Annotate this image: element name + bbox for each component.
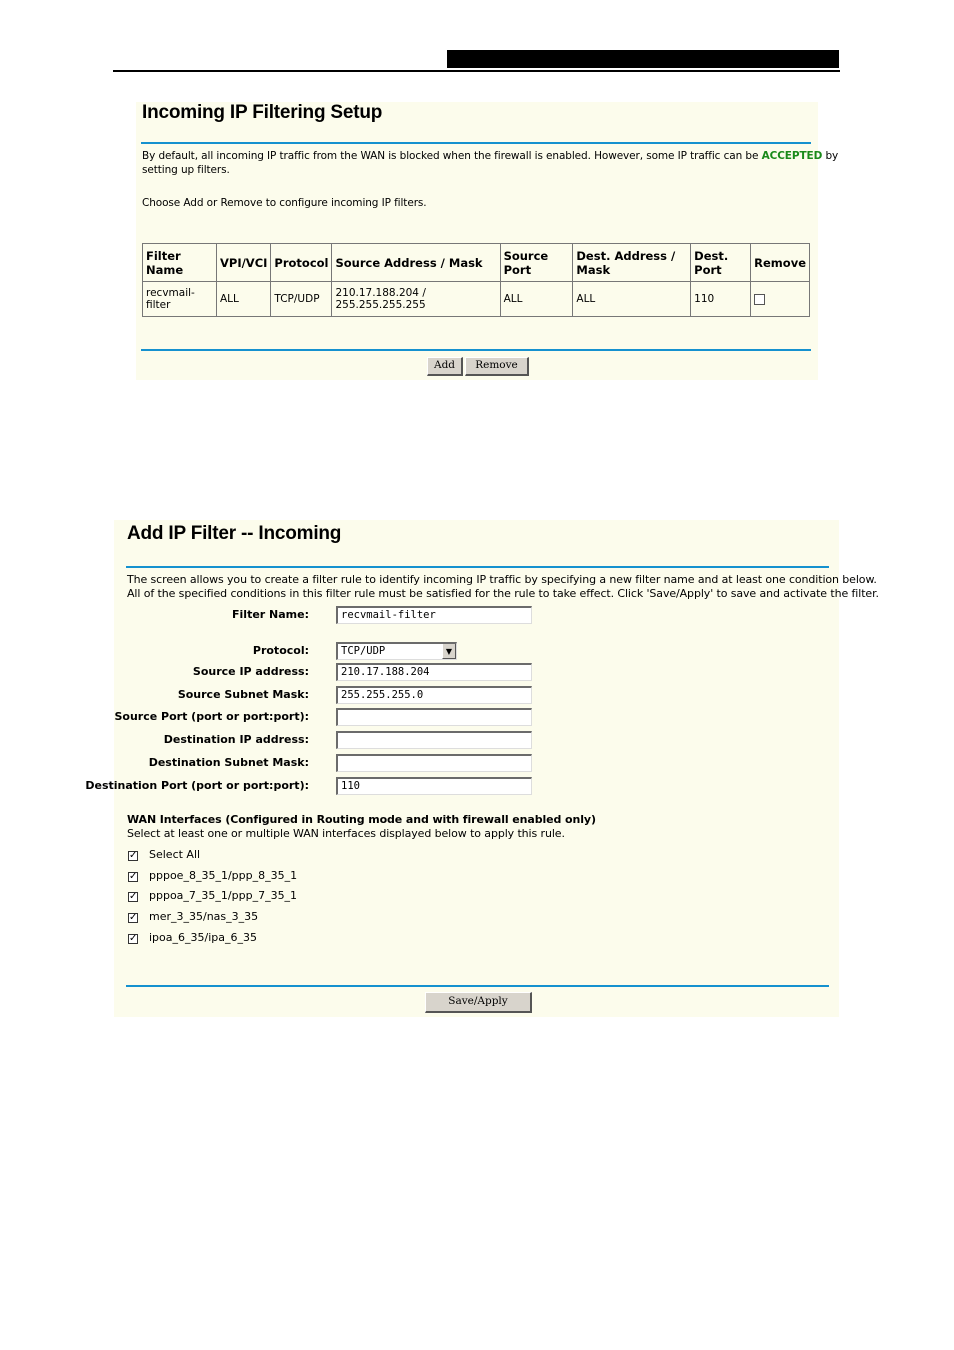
source-ip-input[interactable]: 210.17.188.204 (336, 663, 532, 681)
accepted-text: ACCEPTED (761, 150, 823, 162)
description-line1: The screen allows you to create a filter rule to identify incoming IP traffic by specifying a new filter name and at least one condition below. (127, 573, 877, 586)
description (142, 149, 838, 163)
protocol-label: Protocol: (252, 644, 309, 657)
dest-port-label: Destination Port (port or port:port): (85, 779, 309, 792)
select-all-label: Select All (149, 848, 201, 861)
col-protocol: Protocol (271, 244, 332, 282)
col-dest-address: Dest. Address / Mask (573, 244, 691, 282)
col-source-port: Source Port (500, 244, 573, 282)
dest-ip-label: Destination IP address: (163, 733, 309, 746)
description-text: By default, all incoming IP traffic from the WAN is blocked when the firewall is enabled. However, some IP traffic can be (142, 150, 762, 162)
interface-label-pppoa: pppoa_7_35_1/ppp_7_35_1 (149, 889, 298, 902)
add-filter-panel (85, 520, 879, 1017)
protocol-select[interactable] (336, 642, 457, 660)
col-source-address: Source Address / Mask (332, 244, 500, 282)
bottom-divider (141, 349, 811, 351)
cell-protocol: TCP/UDP (271, 282, 332, 317)
save-apply-button[interactable]: Save/Apply (425, 992, 532, 1013)
remove-checkbox[interactable] (754, 294, 765, 305)
source-mask-input[interactable]: 255.255.255.0 (336, 686, 532, 704)
col-filter-name: Filter Name (143, 244, 217, 282)
cell-filter-name: recvmail-filter (143, 282, 217, 317)
page-title: Incoming IP Filtering Setup (142, 102, 383, 123)
description-text-end: by (822, 150, 839, 162)
filter-table (142, 243, 810, 317)
select-all-checkbox[interactable]: ✓ (129, 850, 138, 861)
cell-vpi-vci: ALL (216, 282, 270, 317)
interface-checkbox-pppoa[interactable]: ✓ (129, 891, 138, 902)
top-divider (141, 142, 811, 144)
remove-button[interactable]: Remove (465, 357, 529, 376)
interface-label-pppoe: pppoe_8_35_1/ppp_8_35_1 (149, 869, 298, 882)
source-mask-label: Source Subnet Mask: (177, 688, 309, 701)
source-address-line2: 255.255.255.255 (335, 299, 426, 311)
interface-label-mer: mer_3_35/nas_3_35 (149, 910, 259, 923)
table-header-row (143, 244, 810, 282)
filter-name-label: Filter Name: (232, 608, 309, 621)
description-line2: setting up filters. (142, 164, 230, 176)
filtering-setup-panel (136, 102, 839, 380)
dest-port-input[interactable]: 110 (336, 777, 532, 795)
instruction: Choose Add or Remove to configure incoming IP filters. (142, 197, 427, 209)
top-divider (126, 566, 829, 568)
add-filter-title: Add IP Filter -- Incoming (127, 523, 342, 544)
source-port-input[interactable] (336, 708, 532, 726)
cell-remove (751, 282, 810, 317)
cell-dest-port: 110 (691, 282, 751, 317)
col-dest-port: Dest. Port (691, 244, 751, 282)
filter-name-input[interactable]: recvmail-filter (336, 606, 532, 624)
dest-mask-label: Destination Subnet Mask: (148, 756, 309, 769)
interface-checkbox-ipoa[interactable]: ✓ (129, 933, 138, 944)
bottom-divider (126, 985, 829, 987)
interface-checkbox-mer[interactable]: ✓ (129, 912, 138, 923)
table-row (143, 282, 810, 317)
add-button[interactable]: Add (427, 357, 463, 376)
source-address-line1: 210.17.188.204 / (335, 287, 426, 299)
chevron-down-icon[interactable]: ▼ (442, 644, 456, 659)
wan-heading: WAN Interfaces (Configured in Routing mode and with firewall enabled only) (127, 813, 596, 826)
col-vpi-vci: VPI/VCI (216, 244, 270, 282)
wan-subheading: Select at least one or multiple WAN interfaces displayed below to apply this rule. (127, 827, 565, 840)
description-line2: All of the specified conditions in this filter rule must be satisfied for the rule to take effect. Click 'Save/Apply' to save and activate the filter. (127, 587, 879, 600)
cell-source-address (332, 282, 500, 317)
cell-dest-address: ALL (573, 282, 691, 317)
protocol-value: TCP/UDP (341, 645, 386, 657)
cell-source-port: ALL (500, 282, 573, 317)
source-port-label: Source Port (port or port:port): (114, 710, 309, 723)
dest-ip-input[interactable] (336, 731, 532, 749)
dest-mask-input[interactable] (336, 754, 532, 772)
source-ip-label: Source IP address: (192, 665, 309, 678)
interface-checkbox-pppoe[interactable]: ✓ (129, 871, 138, 882)
col-remove: Remove (751, 244, 810, 282)
header-bar (447, 50, 839, 68)
interface-label-ipoa: ipoa_6_35/ipa_6_35 (149, 931, 257, 944)
header-rule (113, 70, 840, 72)
